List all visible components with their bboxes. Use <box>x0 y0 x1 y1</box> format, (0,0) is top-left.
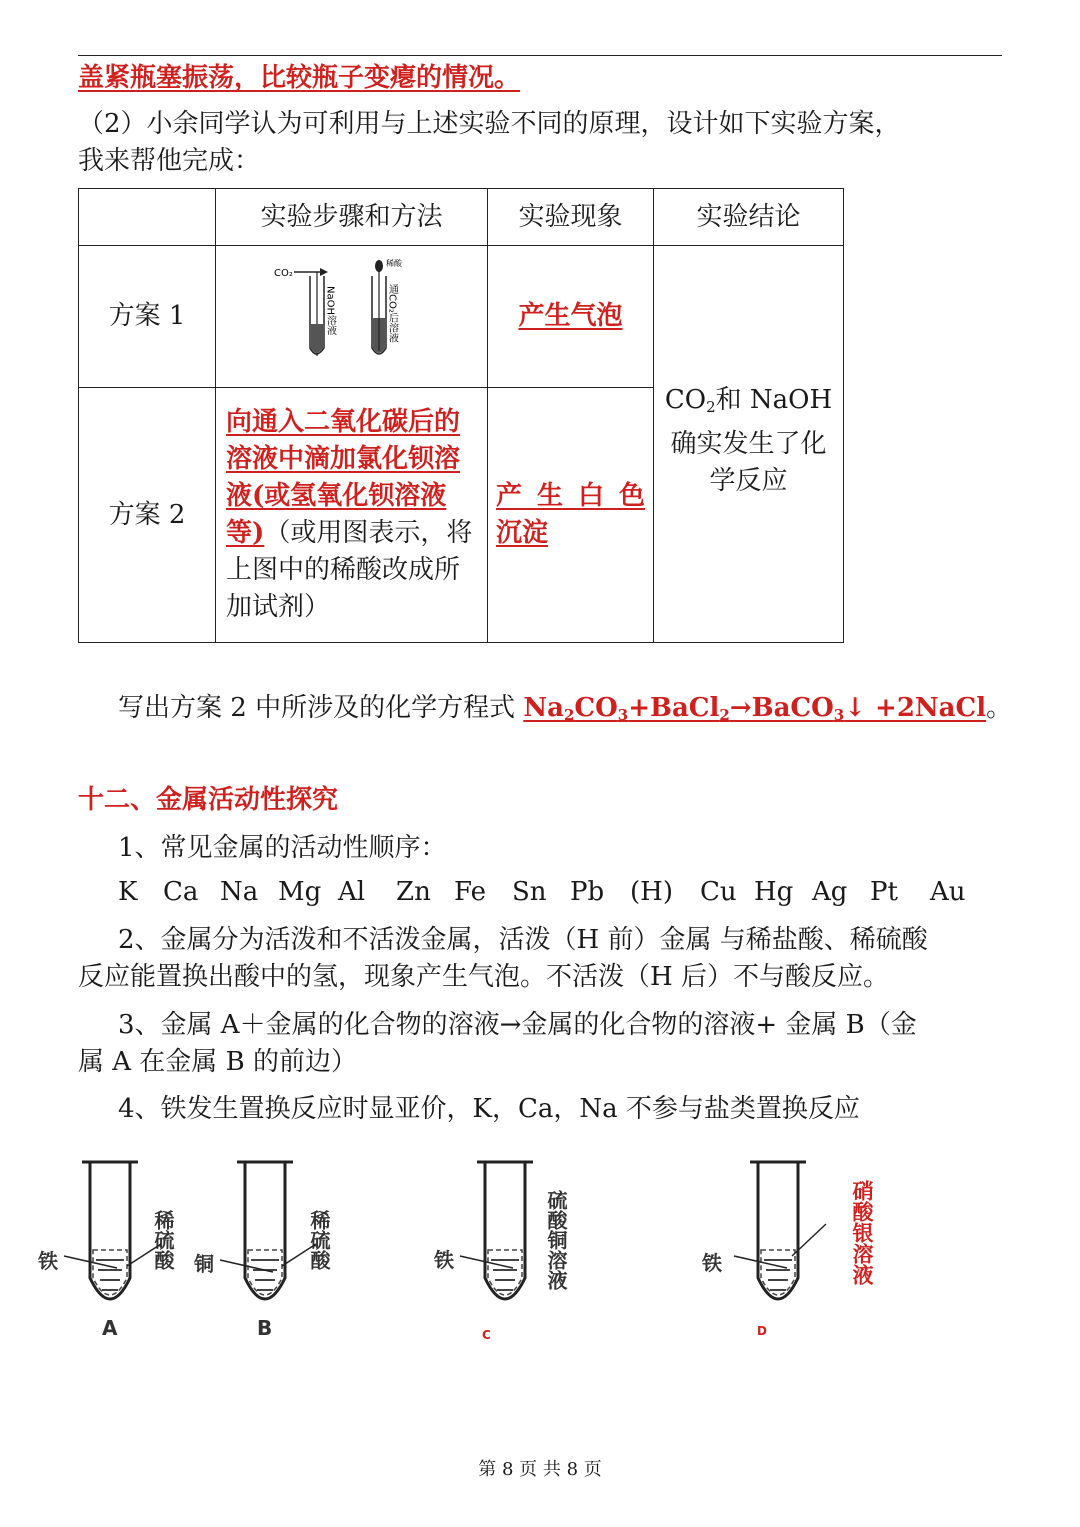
plan2-steps-red: 向通入二氧化碳后的溶液中滴加氯化钡溶液(或氢氧化钡溶液等) <box>226 407 461 548</box>
plan2-label: 方案 2 <box>79 388 216 643</box>
tube-d-sol-pointer <box>790 1220 830 1260</box>
tube-d-metal: 铁 <box>702 1251 722 1275</box>
acid-label: 稀酸 <box>385 259 402 268</box>
tube-b-sol-pointer <box>280 1240 320 1270</box>
plan1-phenomenon-text: 产生气泡 <box>518 301 623 331</box>
conclusion-cell <box>654 246 844 643</box>
tube-c-letter: C <box>482 1328 491 1342</box>
tube-d-solution: 硝酸银溶液 <box>850 1180 874 1285</box>
plan2-phenomenon <box>488 388 654 643</box>
item1: 1、常见金属的活动性顺序： <box>118 833 447 863</box>
para2-line1: （2）小余同学认为可利用与上述实验不同的原理，设计如下实验方案， <box>78 109 901 139</box>
plan1-diagram-cell <box>216 246 488 388</box>
page-footer: 第 8 页 共 8 页 <box>478 1459 602 1480</box>
metal: (H) <box>630 877 673 907</box>
header-conclusion: 实验结论 <box>654 189 844 246</box>
metal: Hg <box>754 877 794 907</box>
equation: $Na_2CO_3+BaCl_2\to BaCO_3↓$ +2NaCl <box>523 693 987 724</box>
tube2-label: 通CO₂后溶液 <box>386 284 397 343</box>
metal: Zn <box>396 877 431 907</box>
top-rule <box>78 55 1002 56</box>
metal: Na <box>220 877 259 907</box>
tube-c-pointer <box>458 1232 518 1272</box>
tube-a-metal: 铁 <box>38 1249 58 1273</box>
plan2-steps <box>216 388 488 643</box>
plan1-diagram <box>272 256 432 366</box>
header-empty <box>79 189 216 246</box>
metal: Sn <box>512 877 547 907</box>
tube-a-pointer <box>62 1230 122 1270</box>
tube-b-letter: B <box>257 1316 273 1340</box>
experiment-table <box>78 188 844 643</box>
tube-d-pointer <box>732 1232 792 1272</box>
metal: Fe <box>454 877 487 907</box>
metal: Ag <box>812 877 848 907</box>
section12-title: 十二、金属活动性探究 <box>78 785 339 815</box>
plan1-phenomenon <box>488 246 654 388</box>
tube-d-letter: D <box>757 1324 767 1338</box>
tube-b-solution: 稀硫酸 <box>307 1210 331 1270</box>
tube-c-solution: 硫酸铜溶液 <box>544 1190 568 1290</box>
item3-line2: 属 A 在金属 B 的前边） <box>78 1047 357 1077</box>
tube-a-letter: A <box>102 1316 118 1340</box>
metal: Ca <box>163 877 199 907</box>
header-phenomenon: 实验现象 <box>488 189 654 246</box>
co2-label: CO₂ <box>273 268 293 279</box>
item4: 4、铁发生置换反应时显亚价，K，Ca，Na 不参与盐类置换反应 <box>118 1094 860 1124</box>
plan1-label: 方案 1 <box>79 246 216 388</box>
metal: Al <box>338 877 366 907</box>
tube1-label: NaOH溶液 <box>324 286 335 335</box>
metal: Pt <box>870 877 898 907</box>
item2-line2: 反应能置换出酸中的氢，现象产生气泡。不活泼（H 后）不与酸反应。 <box>78 962 889 992</box>
top-red-line: 盖紧瓶塞振荡，比较瓶子变瘪的情况。 <box>78 63 521 93</box>
metal: Pb <box>570 877 605 907</box>
tube-c-metal: 铁 <box>434 1248 454 1272</box>
para2-line2: 我来帮他完成： <box>78 146 261 176</box>
item3-line1: 3、金属 A＋金属的化合物的溶液→金属的化合物的溶液+ 金属 B（金 <box>118 1010 917 1040</box>
tube-a-solution: 稀硫酸 <box>151 1210 175 1270</box>
metal: Mg <box>278 877 322 907</box>
header-steps: 实验步骤和方法 <box>216 189 488 246</box>
tube-a-sol-pointer <box>125 1240 165 1270</box>
metal: Cu <box>700 877 737 907</box>
item2-line1: 2、金属分为活泼和不活泼金属，活泼（H 前）金属 与稀盐酸、稀硫酸 <box>118 925 928 955</box>
conclusion-text: $CO_2$和 NaOH 确实发生了化学反应 <box>664 385 833 496</box>
metal: Au <box>930 877 966 907</box>
equation-line: 写出方案 2 中所涉及的化学方程式 $Na_2CO_3+BaCl_2\to BaCO_3↓$ +2NaCl。 <box>118 693 1013 724</box>
plan2-steps-note: （或用图表示，将上图中的稀酸改成所加试剂） <box>226 518 473 622</box>
metal: K <box>118 877 138 907</box>
plan2-phenomenon-text: 产 生 白 色 沉淀 <box>496 481 645 548</box>
tube-b-pointer <box>218 1238 278 1278</box>
tube-b-metal: 铜 <box>194 1252 214 1276</box>
